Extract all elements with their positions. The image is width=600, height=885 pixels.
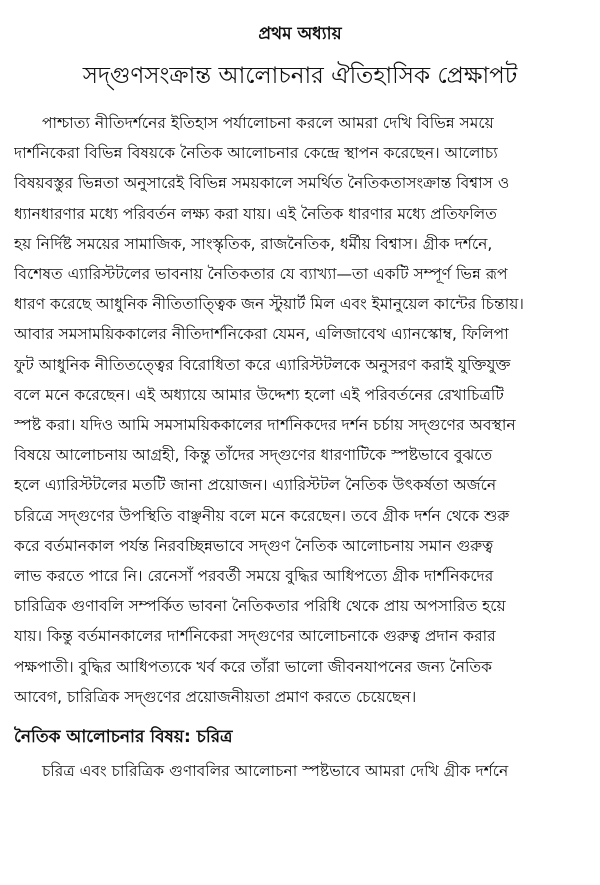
section-heading: নৈতিক আলোচনার বিষয়: চরিত্র — [14, 727, 233, 748]
paragraph-line: স্পষ্ট করা। যদিও আমি সমসাময়িককালের দার্শনিকদের দর্শন চর্চায় সদ্‌গুণের অবস্থান — [14, 416, 516, 435]
chapter-title: সদ্‌গুণসংক্রান্ত আলোচনার ঐতিহাসিক প্রেক্ষাপট — [82, 63, 518, 89]
paragraph-line: ধ্যানধারণার মধ্যে পরিবর্তন লক্ষ্য করা যায়। এই নৈতিক ধারণার মধ্যে প্রতিফলিত — [14, 204, 497, 223]
paragraph-line: করে বর্তমানকাল পর্যন্ত নিরবচ্ছিন্নভাবে সদ্‌গুণ নৈতিক আলোচনায় সমান গুরুত্ব — [14, 536, 494, 555]
paragraph-line: চরিত্রে সদ্‌গুণের উপস্থিতি বাঞ্ছনীয় বলে মনে করেছেন। তবে গ্রীক দর্শন থেকে শুরু — [14, 506, 510, 525]
paragraph-line: লাভ করতে পারে নি। রেনেসাঁ পরবর্তী সময়ে বুদ্ধির আধিপত্যে গ্রীক দার্শনিকদের — [14, 567, 494, 586]
paragraph-line: হয় নির্দিষ্ট সময়ের সামাজিক, সাংস্কৃতিক, রাজনৈতিক, ধর্মীয় বিশ্বাস। গ্রীক দর্শনে, — [14, 234, 493, 253]
paragraph-line: ধারণ করেছে আধুনিক নীতিতাত্ত্বিক জন স্টুয়ার্ট মিল এবং ইমানুয়েল কান্টের চিন্তায়। — [14, 295, 524, 314]
paragraph-line: বিষয়বস্তুর ভিন্নতা অনুসারেই বিভিন্ন সময়কালে সমর্থিত নৈতিকতাসংক্রান্ত বিশ্বাস ও — [14, 174, 510, 193]
paragraph-line: আবার সমসাময়িককালের নীতিদার্শনিকেরা যেমন, এলিজাবেথ এ্যানস্কোম্ব, ফিলিপা — [14, 325, 509, 344]
paragraph-line: চরিত্র এবং চারিত্রিক গুণাবলির আলোচনা স্পষ্টভাবে আমরা দেখি গ্রীক দর্শনে — [42, 762, 509, 781]
paragraph-line: হলে এ্যারিস্টটলের মতটি জানা প্রয়োজন। এ্যারিস্টটল নৈতিক উৎকর্ষতা অর্জনে — [14, 476, 497, 495]
paragraph-line: পক্ষপাতী। বুদ্ধির আধিপত্যকে খর্ব করে তাঁরা ভালো জীবনযাপনের জন্য নৈতিক — [14, 657, 492, 676]
paragraph-line: বিশেষত এ্যারিস্টটলের ভাবনায় নৈতিকতার যে ব্যাখ্যা—তা একটি সম্পূর্ণ ভিন্ন রূপ — [14, 265, 508, 284]
paragraph-line: দার্শনিকেরা বিভিন্ন বিষয়কে নৈতিক আলোচনার কেন্দ্রে স্থাপন করেছেন। আলোচ্য — [14, 144, 498, 163]
paragraph-line: চারিত্রিক গুণাবলি সম্পর্কিত ভাবনা নৈতিকতার পরিধি থেকে প্রায় অপসারিত হয়ে — [14, 597, 506, 616]
chapter-heading: প্রথম অধ্যায় — [258, 24, 342, 44]
paragraph-line: বিষয়ে আলোচনায় আগ্রহী, কিন্তু তাঁদের সদ্‌গুণের ধারণাটিকে স্পষ্টভাবে বুঝতে — [14, 446, 493, 465]
body-paragraph — [14, 108, 586, 712]
paragraph-line: ফুট আধুনিক নীতিতত্ত্বের বিরোধিতা করে এ্যারিস্টটলকে অনুসরণ করাই যুক্তিযুক্ত — [14, 355, 511, 374]
paragraph-line: বলে মনে করেছেন। এই অধ্যায়ে আমার উদ্দেশ্য হলো এই পরিবর্তনের রেখাচিত্রটি — [14, 385, 504, 404]
paragraph-line: পাশ্চাত্য নীতিদর্শনের ইতিহাস পর্যালোচনা করলে আমরা দেখি বিভিন্ন সময়ে — [42, 114, 494, 132]
paragraph-line: আবেগ, চারিত্রিক সদ্‌গুণের প্রয়োজনীয়তা প্রমাণ করতে চেয়েছেন। — [14, 687, 417, 706]
next-paragraph — [14, 756, 586, 786]
paragraph-line: যায়। কিন্তু বর্তমানকালের দার্শনিকেরা সদ্‌গুণের আলোচনাকে গুরুত্ব প্রদান করার — [14, 627, 496, 646]
